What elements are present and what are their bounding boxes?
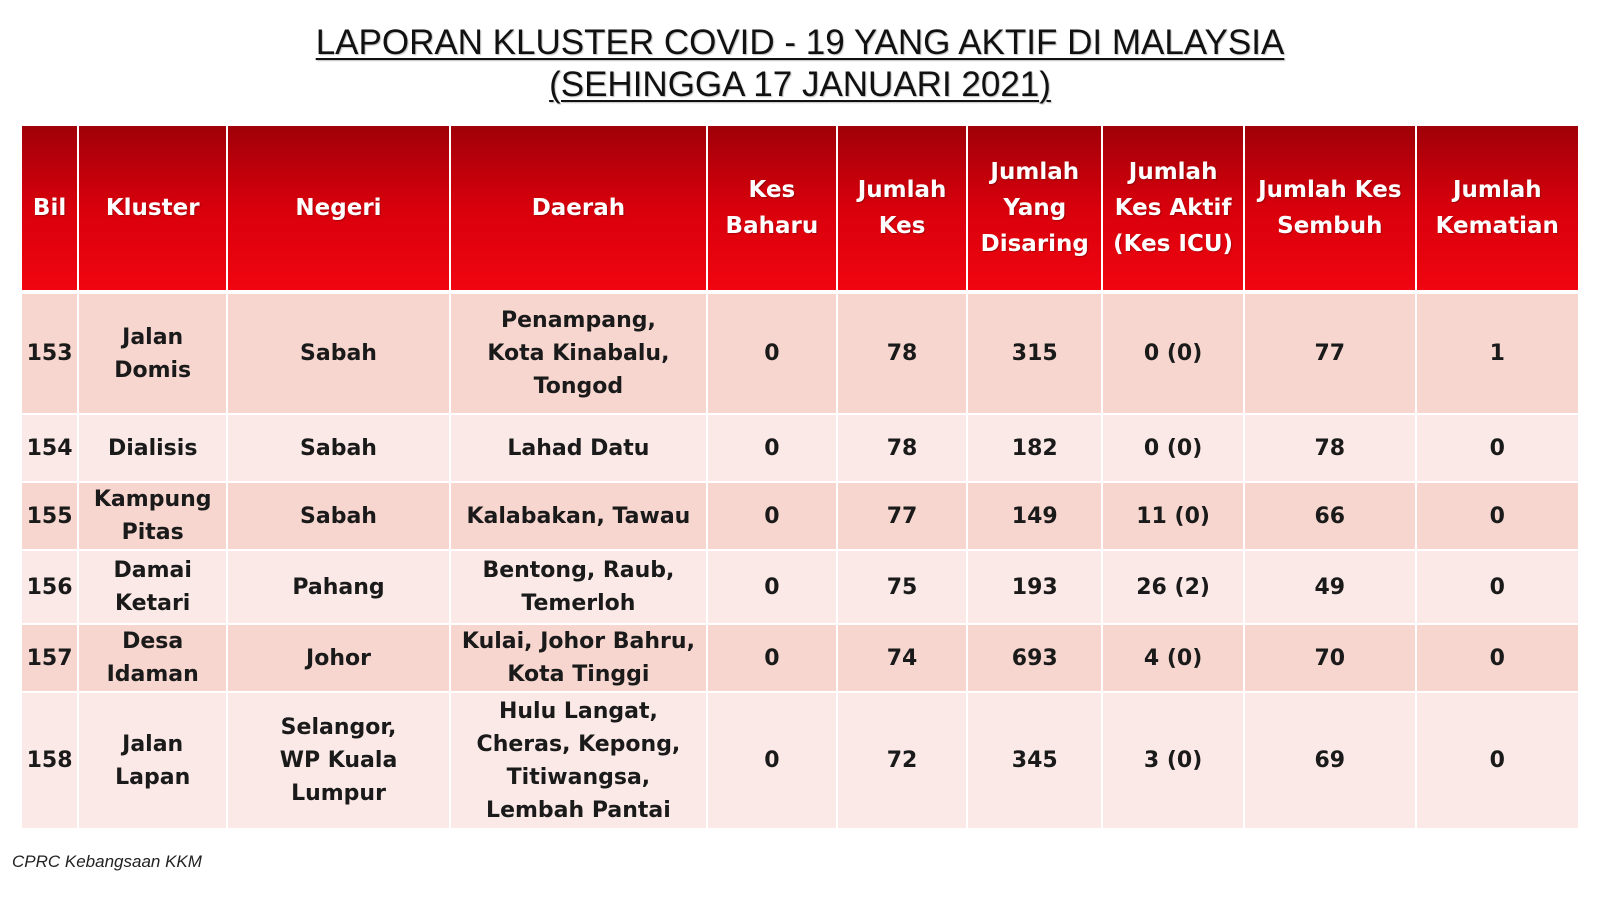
table-row bbox=[21, 692, 1579, 828]
column-header-line: Bil bbox=[32, 195, 67, 221]
cell-line: Lembah Pantai bbox=[486, 797, 671, 823]
cell-disaring bbox=[967, 624, 1102, 692]
cell-line: 0 (0) bbox=[1143, 435, 1203, 461]
cell-kematian bbox=[1416, 550, 1579, 624]
column-header-line: Kluster bbox=[105, 195, 200, 221]
cell-line: 11 (0) bbox=[1136, 503, 1210, 529]
cell-line: 78 bbox=[1314, 435, 1346, 461]
column-header-line: Jumlah bbox=[1128, 159, 1218, 185]
column-header-jumlah-kematian bbox=[1416, 126, 1579, 292]
cell-line: 693 bbox=[1011, 645, 1058, 671]
column-header-line: Negeri bbox=[295, 195, 382, 221]
cell-kluster bbox=[78, 550, 227, 624]
table-row bbox=[21, 414, 1579, 482]
cell-disaring bbox=[967, 292, 1102, 414]
cell-line: 0 (0) bbox=[1143, 341, 1203, 366]
cell-line: 345 bbox=[1011, 748, 1058, 773]
cell-line: Kalabakan, Tawau bbox=[466, 503, 691, 529]
cell-disaring bbox=[967, 692, 1102, 828]
cell-line: Desa bbox=[122, 629, 184, 654]
cell-negeri bbox=[227, 550, 450, 624]
title-line-2: (SEHINGGA 17 JANUARI 2021) bbox=[549, 65, 1051, 104]
cell-kes-baharu bbox=[707, 482, 837, 550]
cell-line: Lahad Datu bbox=[507, 435, 650, 461]
cell-line: Jalan Domis bbox=[114, 324, 192, 383]
source-note: CPRC Kebangsaan KKM bbox=[12, 852, 202, 871]
cell-line: 157 bbox=[26, 645, 73, 671]
cell-jumlah-kes bbox=[837, 292, 968, 414]
column-header-line: Jumlah bbox=[1452, 177, 1542, 203]
cell-bil bbox=[21, 692, 78, 828]
cell-kematian bbox=[1416, 692, 1579, 828]
cell-negeri bbox=[227, 414, 450, 482]
cell-sembuh bbox=[1244, 482, 1416, 550]
cell-jumlah-kes bbox=[837, 414, 968, 482]
cell-disaring bbox=[967, 482, 1102, 550]
cell-sembuh bbox=[1244, 550, 1416, 624]
cell-sembuh bbox=[1244, 624, 1416, 692]
cell-line: Johor bbox=[306, 645, 371, 671]
cell-kes-baharu bbox=[707, 692, 837, 828]
cell-line: 0 bbox=[1489, 574, 1505, 600]
cell-line: 0 bbox=[1489, 435, 1505, 461]
cell-line: Hulu Langat, bbox=[498, 698, 658, 724]
cell-line: 0 bbox=[764, 435, 780, 461]
cell-line: 69 bbox=[1314, 748, 1346, 773]
cell-negeri bbox=[227, 692, 450, 828]
cell-line: 156 bbox=[26, 574, 73, 600]
cell-line: Sabah bbox=[300, 503, 377, 529]
cell-line: 74 bbox=[886, 645, 918, 671]
cell-aktif bbox=[1102, 292, 1244, 414]
cell-line: 0 bbox=[764, 645, 780, 671]
table-row bbox=[21, 550, 1579, 624]
cell-aktif bbox=[1102, 692, 1244, 828]
cell-daerah bbox=[450, 692, 707, 828]
cell-disaring bbox=[967, 414, 1102, 482]
title-line-1: LAPORAN KLUSTER COVID - 19 YANG AKTIF DI MALAYSIA bbox=[315, 23, 1285, 62]
cell-line: 153 bbox=[26, 341, 73, 366]
cell-line: Kota Kinabalu, bbox=[487, 341, 670, 366]
cell-line: Damai bbox=[113, 558, 192, 583]
cell-line: 193 bbox=[1011, 574, 1058, 600]
cell-bil bbox=[21, 292, 78, 414]
column-header-negeri bbox=[227, 126, 450, 292]
cell-line: 155 bbox=[26, 503, 73, 529]
cell-kluster bbox=[78, 692, 227, 828]
cell-line: 75 bbox=[886, 574, 918, 600]
cell-daerah bbox=[450, 550, 707, 624]
cell-jumlah-kes bbox=[837, 482, 968, 550]
column-header-jumlah-disaring bbox=[967, 126, 1102, 292]
cell-line: 158 bbox=[26, 748, 73, 773]
cell-line: 0 bbox=[764, 748, 780, 773]
cell-aktif bbox=[1102, 482, 1244, 550]
cell-kes-baharu bbox=[707, 550, 837, 624]
cell-line: 72 bbox=[886, 748, 918, 773]
cell-line: Ketari bbox=[115, 591, 191, 616]
cell-line: Bentong, Raub, bbox=[482, 558, 675, 583]
column-header-line: Kes bbox=[748, 177, 796, 203]
column-header-line: Jumlah bbox=[990, 159, 1080, 185]
cell-negeri bbox=[227, 624, 450, 692]
column-header-line: Jumlah bbox=[857, 177, 947, 203]
cell-bil bbox=[21, 550, 78, 624]
cluster-table bbox=[20, 126, 1580, 828]
cell-line: Idaman bbox=[106, 662, 199, 687]
cell-kluster bbox=[78, 414, 227, 482]
cell-line: Pitas bbox=[121, 520, 184, 545]
cell-kematian bbox=[1416, 624, 1579, 692]
cell-daerah bbox=[450, 482, 707, 550]
cell-kes-baharu bbox=[707, 414, 837, 482]
cell-line: Kota Tinggi bbox=[507, 662, 650, 687]
cell-line: Selangor, bbox=[280, 715, 397, 740]
cell-kematian bbox=[1416, 414, 1579, 482]
cell-kes-baharu bbox=[707, 292, 837, 414]
cell-disaring bbox=[967, 550, 1102, 624]
cell-aktif bbox=[1102, 624, 1244, 692]
column-header-line: Kes bbox=[878, 213, 926, 239]
cell-aktif bbox=[1102, 414, 1244, 482]
cell-bil bbox=[21, 414, 78, 482]
cell-line: WP Kuala Lumpur bbox=[279, 748, 398, 806]
cell-kluster bbox=[78, 482, 227, 550]
column-header-line: Daerah bbox=[531, 195, 626, 221]
cell-line: 1 bbox=[1489, 341, 1505, 366]
cell-line: 77 bbox=[1314, 341, 1346, 366]
cell-line: Kulai, Johor Bahru, bbox=[461, 629, 695, 654]
cell-kluster bbox=[78, 292, 227, 414]
cell-line: 0 bbox=[764, 574, 780, 600]
cell-line: 78 bbox=[886, 435, 918, 461]
cell-line: 154 bbox=[26, 435, 73, 461]
column-header-jumlah-kes bbox=[837, 126, 968, 292]
column-header-line: Disaring bbox=[980, 231, 1089, 257]
cell-jumlah-kes bbox=[837, 550, 968, 624]
cell-sembuh bbox=[1244, 414, 1416, 482]
cell-line: 149 bbox=[1011, 503, 1058, 529]
cell-line: 0 bbox=[1489, 748, 1505, 773]
column-header-jumlah-sembuh bbox=[1244, 126, 1416, 292]
column-header-kes-aktif bbox=[1102, 126, 1244, 292]
column-header-daerah bbox=[450, 126, 707, 292]
cell-line: Cheras, Kepong, bbox=[476, 731, 681, 757]
cell-line: 70 bbox=[1314, 645, 1346, 671]
cell-sembuh bbox=[1244, 692, 1416, 828]
cell-line: Tongod bbox=[533, 374, 624, 399]
column-header-line: Jumlah Kes bbox=[1258, 177, 1402, 203]
cell-line: 3 (0) bbox=[1143, 748, 1203, 773]
cell-line: 182 bbox=[1011, 435, 1058, 461]
column-header-line: (Kes ICU) bbox=[1113, 231, 1234, 257]
cell-aktif bbox=[1102, 550, 1244, 624]
column-header-line: Sembuh bbox=[1277, 213, 1383, 239]
cell-line: Titiwangsa, bbox=[506, 764, 651, 790]
report-title bbox=[0, 22, 1600, 106]
table-row bbox=[21, 482, 1579, 550]
cell-line: 77 bbox=[886, 503, 918, 529]
cell-line: Penampang, bbox=[501, 308, 656, 333]
table-row bbox=[21, 292, 1579, 414]
cell-kematian bbox=[1416, 482, 1579, 550]
cell-line: 26 (2) bbox=[1136, 574, 1210, 600]
cell-sembuh bbox=[1244, 292, 1416, 414]
cell-line: 49 bbox=[1314, 574, 1346, 600]
cell-line: Temerloh bbox=[521, 591, 636, 616]
cell-daerah bbox=[450, 624, 707, 692]
column-header-line: Kes Aktif bbox=[1114, 195, 1232, 221]
cell-bil bbox=[21, 624, 78, 692]
column-header-kes-baharu bbox=[707, 126, 837, 292]
column-header-line: Baharu bbox=[725, 213, 819, 239]
cell-line: 78 bbox=[886, 341, 918, 366]
cell-kematian bbox=[1416, 292, 1579, 414]
cell-line: 0 bbox=[764, 503, 780, 529]
column-header-line: Yang bbox=[1003, 195, 1067, 221]
column-header-kluster bbox=[78, 126, 227, 292]
cell-line: Sabah bbox=[300, 341, 377, 366]
table-body bbox=[21, 292, 1579, 828]
cell-kes-baharu bbox=[707, 624, 837, 692]
cell-line: 0 bbox=[1489, 645, 1505, 671]
cell-line: Kampung bbox=[93, 487, 212, 512]
cell-daerah bbox=[450, 414, 707, 482]
cell-line: 315 bbox=[1011, 341, 1058, 366]
cell-line: 66 bbox=[1314, 503, 1346, 529]
column-header-bil bbox=[21, 126, 78, 292]
cell-line: Sabah bbox=[300, 435, 377, 461]
column-header-line: Kematian bbox=[1435, 213, 1559, 239]
cell-line: 0 bbox=[764, 341, 780, 366]
cell-jumlah-kes bbox=[837, 624, 968, 692]
cell-negeri bbox=[227, 482, 450, 550]
cell-line: 0 bbox=[1489, 503, 1505, 529]
table-row bbox=[21, 624, 1579, 692]
cell-line: Jalan Lapan bbox=[115, 731, 191, 790]
cell-daerah bbox=[450, 292, 707, 414]
header-row bbox=[21, 126, 1579, 292]
cell-bil bbox=[21, 482, 78, 550]
cell-kluster bbox=[78, 624, 227, 692]
cell-jumlah-kes bbox=[837, 692, 968, 828]
cell-line: Dialisis bbox=[107, 435, 198, 461]
cell-line: Pahang bbox=[292, 574, 385, 600]
cell-line: 4 (0) bbox=[1143, 645, 1203, 671]
cell-negeri bbox=[227, 292, 450, 414]
